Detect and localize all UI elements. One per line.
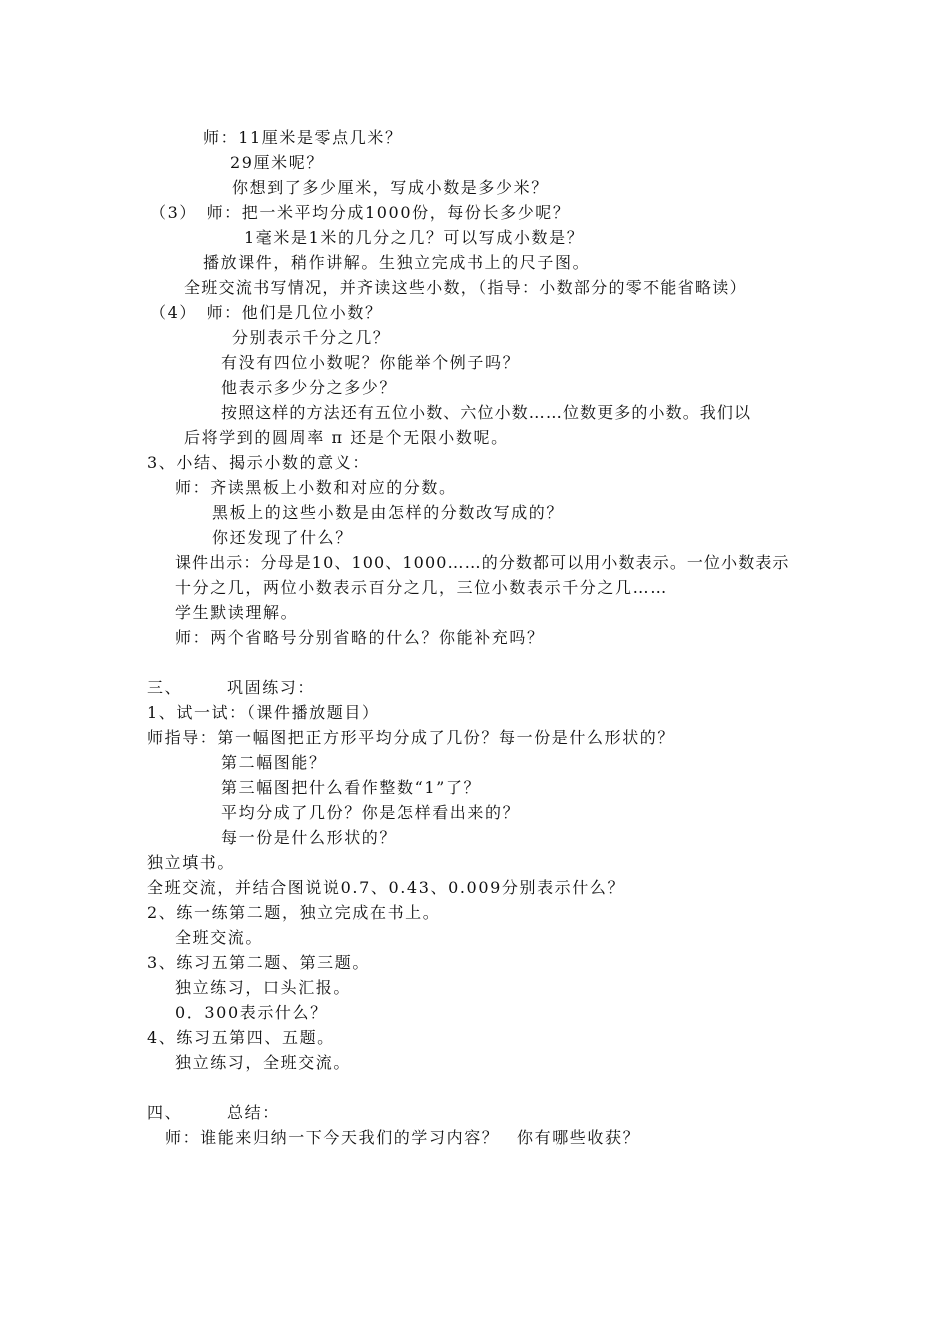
- text-line: 全班交流书写情况，并齐读这些小数，（指导：小数部分的零不能省略读）: [184, 278, 747, 297]
- text-line: 第三幅图把什么看作整数“1”了？: [221, 778, 482, 797]
- text-line: 你想到了多少厘米，写成小数是多少米？: [232, 178, 549, 197]
- text-line: 分别表示千分之几？: [232, 328, 391, 347]
- text-line: 3、练习五第二题、第三题。: [147, 953, 370, 972]
- text-line: 0．300表示什么？: [175, 1003, 328, 1022]
- text-line: 他表示多少分之多少？: [221, 378, 398, 397]
- text-line: 每一份是什么形状的？: [221, 828, 398, 847]
- text-line: 播放课件，稍作讲解。生独立完成书上的尺子图。: [203, 253, 591, 272]
- text-line: 平均分成了几份？你是怎样看出来的？: [221, 803, 521, 822]
- section-heading: 三、 巩固练习：: [147, 678, 316, 697]
- text-line: 2、练一练第二题，独立完成在书上。: [147, 903, 441, 922]
- text-line: 第二幅图能？: [221, 753, 327, 772]
- text-line: 全班交流。: [175, 928, 264, 947]
- text-line: 独立练习，全班交流。: [175, 1053, 352, 1072]
- text-line: 十分之几，两位小数表示百分之几，三位小数表示千分之几……: [175, 578, 668, 597]
- text-line: 29厘米呢？: [230, 153, 324, 172]
- text-line: 黑板上的这些小数是由怎样的分数改写成的？: [212, 503, 565, 522]
- text-line: （3） 师：把一米平均分成1000份，每份长多少呢？: [150, 203, 571, 222]
- text-line: 你还发现了什么？: [212, 528, 353, 547]
- text-line: 有没有四位小数呢？你能举个例子吗？: [221, 353, 521, 372]
- text-line: 师：两个省略号分别省略的什么？你能补充吗？: [175, 628, 545, 647]
- text-line: 师：谁能来归纳一下今天我们的学习内容？ 你有哪些收获？: [165, 1128, 641, 1147]
- text-line: 1毫米是1米的几分之几？可以写成小数是？: [244, 228, 585, 247]
- text-line: （4） 师：他们是几位小数？: [150, 303, 383, 322]
- text-line: 师指导：第一幅图把正方形平均分成了几份？每一份是什么形状的？: [147, 728, 676, 747]
- text-line: 全班交流，并结合图说说0.7、0.43、0.009分别表示什么？: [147, 878, 626, 897]
- text-line: 学生默读理解。: [175, 603, 299, 622]
- text-line: 师：齐读黑板上小数和对应的分数。: [175, 478, 457, 497]
- text-line: 后将学到的圆周率 π 还是个无限小数呢。: [184, 428, 509, 447]
- text-line: 4、练习五第四、五题。: [147, 1028, 335, 1047]
- section-heading: 四、 总结：: [147, 1103, 280, 1122]
- text-line: 独立练习，口头汇报。: [175, 978, 352, 997]
- text-line: 按照这样的方法还有五位小数、六位小数……位数更多的小数。我们以: [221, 403, 752, 422]
- text-line: 课件出示：分母是10、100、1000……的分数都可以用小数表示。一位小数表示: [175, 553, 790, 572]
- text-line: 独立填书。: [147, 853, 236, 872]
- text-line: 1、试一试：（课件播放题目）: [147, 703, 380, 722]
- section-heading: 3、小结、揭示小数的意义：: [147, 453, 370, 472]
- text-line: 师：11厘米是零点几米？: [203, 128, 403, 147]
